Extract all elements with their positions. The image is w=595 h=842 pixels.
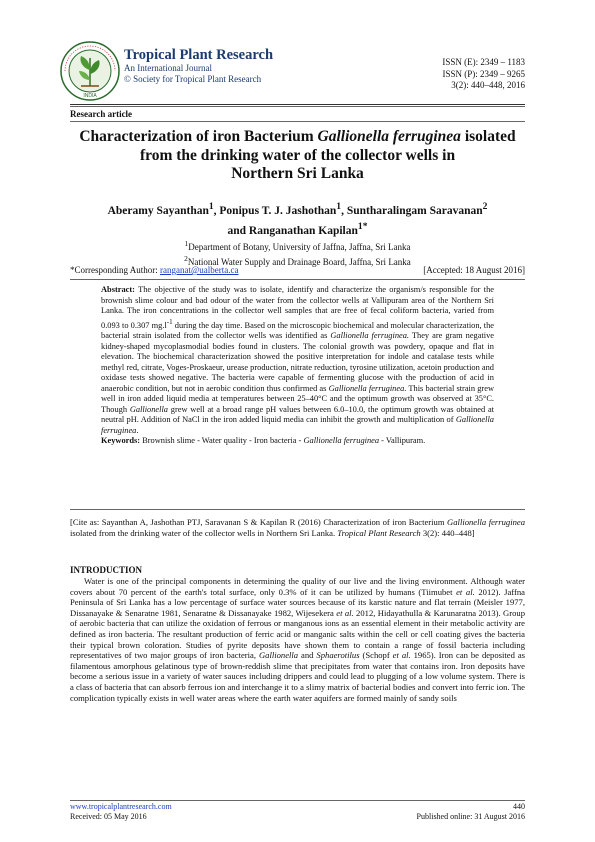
author-sep: and (227, 224, 249, 237)
correspondence-row (70, 265, 525, 275)
author-affil-mark: 2 (482, 201, 488, 212)
issn-e: ISSN (E): 2349 – 1183 (442, 57, 525, 67)
affil-mark: 2 (184, 254, 188, 263)
title-species: Gallionella ferruginea (317, 128, 461, 145)
abstract-species: Gallionella (129, 404, 168, 414)
introduction-heading: INTRODUCTION (70, 565, 143, 575)
affil-mark: 1 (184, 239, 189, 248)
issn-block (442, 57, 525, 92)
abstract-label: Abstract: (101, 285, 135, 294)
abstract-species: Gallionella ferruginea (101, 415, 494, 435)
author: Ranganathan Kapilan (248, 224, 358, 237)
article-type-rule (70, 121, 525, 122)
intro-italic: et al. (456, 586, 475, 597)
abstract-text: grew well at a broad range pH values between 6.0–10.0, the optimum growth was obtained at neutral pH. Addition of NaCl in the iron added liquid media can inhibit the growth and multiplication of (101, 404, 494, 425)
citation-text: [Cite as: Sayanthan A, Jashothan PTJ, Saravanan S & Kapilan R (2016) Characterization of iron Bacterium (70, 517, 448, 527)
author-sep: , (213, 204, 220, 217)
footer-left (70, 802, 172, 822)
intro-italic: Sphaerotilus (316, 650, 360, 661)
title-text: Northern Sri Lanka (231, 165, 364, 182)
affiliation (70, 238, 525, 253)
abstract-sup: -1 (166, 317, 173, 326)
intro-italic: et al. (392, 650, 411, 661)
journal-logo (59, 40, 121, 102)
svg-text:INDIA: INDIA (83, 93, 97, 99)
paper-title (70, 128, 525, 184)
author-sep: , (341, 204, 347, 217)
page-number: 440 (513, 802, 525, 811)
intro-text: 2012). Jaffna Peninsula of Sri Lanka has a low percentage of surface water sources because of its karstic nature and flat terrain (Meisler 1977, Dissanayake & Senaratne 1981, Senaratne & Dissanayake 1982, Wijesekera (70, 586, 525, 618)
volume-info: 3(2): 440–448, 2016 (451, 80, 525, 90)
corresponding-label: *Corresponding Author: (70, 265, 160, 275)
title-text: isolated (460, 128, 516, 145)
intro-text: and (298, 650, 317, 661)
footer-rule (70, 800, 525, 801)
published-date: Published online: 31 August 2016 (416, 812, 525, 821)
accepted-date: [Accepted: 18 August 2016] (423, 265, 525, 275)
introduction-body (70, 576, 525, 703)
title-text: from the drinking water of the collector wells in (139, 146, 456, 164)
intro-text: (Schopf (359, 650, 393, 661)
citation-text: isolated from the drinking water of the collector wells in Northern Sri Lanka. (70, 527, 338, 538)
abstract-text: during the day time. Based on the microscopic biochemical and molecular characterization, the bacterial strain isolated from the collector wells was identified as (101, 320, 495, 340)
journal-title: Tropical Plant Research (124, 47, 274, 63)
article-type: Research article (70, 109, 133, 119)
received-date: Received: 05 May 2016 (70, 812, 147, 821)
keywords-text: Brownish slime - Water quality - Iron bacteria - (140, 436, 304, 446)
author: Suntharalingam Saravanan (346, 204, 483, 217)
journal-block (124, 47, 273, 85)
journal-subtitle: An International Journal (124, 63, 212, 73)
intro-italic: et al. (336, 607, 354, 618)
affiliations (70, 238, 525, 268)
keywords-species: Gallionella ferruginea (303, 436, 380, 446)
citation-text: 3(2): 440–448] (420, 527, 475, 538)
abstract-species: Gallionella ferruginea (328, 383, 405, 393)
citation (70, 517, 525, 538)
abstract-text: . This bacterial strain grew well in iron added liquid media at temperatures between 25–40°C and the optimum growth was observed at 35°C. Though (101, 383, 494, 414)
author: Aberamy Sayanthan (107, 204, 209, 217)
title-text: Characterization of iron Bacterium (79, 128, 318, 145)
keywords-text: - Vallipuram. (379, 436, 426, 446)
author-affil-mark: 1 (336, 201, 342, 212)
author-list (70, 199, 525, 239)
intro-italic: Gallionella (258, 650, 299, 661)
abstract (101, 285, 494, 447)
author-affil-mark: 1 (357, 220, 363, 232)
keywords (101, 436, 494, 447)
affil-text: Department of Botany, University of Jaffna, Jaffna, Sri Lanka (188, 242, 411, 252)
header-rule (70, 104, 525, 105)
issn-p: ISSN (P): 2349 – 9265 (442, 68, 525, 79)
keywords-label: Keywords: (101, 436, 141, 446)
journal-society: © Society for Tropical Plant Research (124, 74, 262, 84)
journal-website-link[interactable]: www.tropicalplantresearch.com (70, 802, 172, 811)
abstract-text: The objective of the study was to isolate, identify and characterize the organism/s responsible for the brownish slime colour and bad odour of the water from the collector wells at Vallipuram area of the Northern Sri Lanka. The iron concentrations in the collector well samples that are free of fecal coliform bacteria, varied from 0.093 to 0.307 mg.l (101, 285, 494, 330)
correspondence-rule (70, 279, 525, 280)
corresponding-mark: * (362, 220, 368, 232)
corresponding-email-link[interactable]: ranganat@ualberta.ca (160, 265, 239, 275)
citation-species: Gallionella ferruginea (447, 517, 526, 527)
corresponding-author (70, 265, 239, 275)
header-rule-thin (70, 106, 525, 107)
abstract-rule (70, 509, 525, 510)
abstract-text: They are gram negative kidney-shaped mycoplasmodial bodies found in clusters. The colonial growth was powdery, opaque and flat in elevation. The biochemical characterization showed the positive interpretation for indole and catalase tests while methyl red, citrate, Voges-Proskaeur, urease production, nitrate reduction, tyrosine utilization, acetoin production and oxidase tests showed negative. The bacteria were capable of fermenting glucose with the production of acid in anaerobic condition, but not in aerobic condition thus confirmed as (101, 330, 494, 393)
citation-journal: Tropical Plant Research (337, 527, 421, 538)
footer-right (417, 802, 525, 822)
abstract-species: Gallionella ferruginea. (330, 330, 410, 340)
author: Ponipus T. J. Jashothan (219, 204, 337, 217)
intro-text: Water is one of the principal components in determining the quality of our live and the living environment. Although water covers about 70 percent of the earth's total surface, only 0.3% of it can be utilized by humans (Tiimubet (70, 576, 525, 597)
abstract-text: . (136, 425, 139, 435)
intro-text: 2012, Hidayathulla & Karunaratna 2013). Group of aerobic bacteria that can utilize the oxidation of ferrous or manganous ions as an essential element in their metabolic activity are defined as iron bacteria. The resultant production of ferric acid or manganic salts within the cell or cell coating gives the bacteria their typical brown coloration. Studies of pyrite deposits have shown them to contain a range of fossil bacteria including representatives of two major groups of iron bacteria, (70, 607, 525, 661)
author-affil-mark: 1 (208, 201, 214, 212)
intro-text: 1965). Iron can be deposited as filamentous amorphous gelatinous type of brown-reddish slime that precipitates from water that contains iron. Iron deposits have become a serious issue in a variety of water sauces including drippers and could lead to plugging of a low volume system. There is a class of bacteria that can absorb ferrous ion and interchange it to a slimy matrix of bacterial bodies and convert into ferric ion. The complication typically exists in well water areas where the earth water aquifers are formed mainly of sandy soils (70, 650, 525, 703)
affil-text: National Water Supply and Drainage Board, Jaffna, Sri Lanka (187, 257, 411, 267)
